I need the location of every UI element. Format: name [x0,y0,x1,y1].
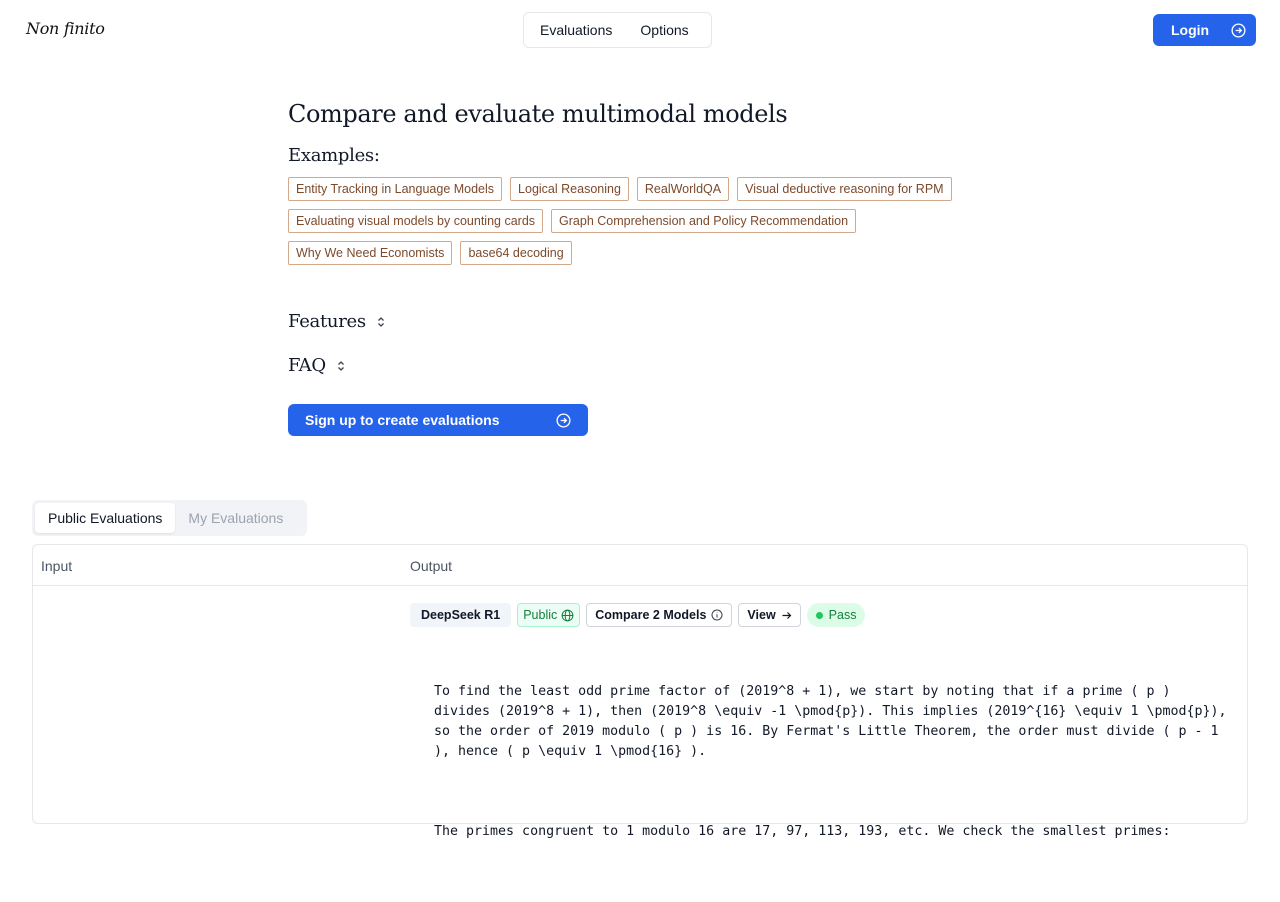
table-row [410,603,865,627]
status-label: Pass [828,608,857,622]
chevron-up-down-icon [336,359,346,373]
example-chip[interactable]: base64 decoding [460,241,571,265]
column-header-output: Output [410,558,453,574]
evaluations-table [32,544,1248,839]
model-badge: DeepSeek R1 [410,603,511,627]
example-chip[interactable]: Visual deductive reasoning for RPM [737,177,952,201]
page-title: Compare and evaluate multimodal models [288,100,788,128]
example-chip[interactable]: Entity Tracking in Language Models [288,177,502,201]
login-label: Login [1171,22,1210,38]
top-nav [523,12,712,48]
arrow-right-circle-icon [556,413,571,428]
output-paragraph: The primes congruent to 1 modulo 16 are 17, 97, 113, 193, etc. We check the smallest primes: [434,824,1171,839]
features-label: Features [288,311,366,332]
view-button[interactable] [738,603,800,627]
compare-models-button[interactable] [586,603,732,627]
examples-list [288,177,988,265]
example-chip[interactable]: Graph Comprehension and Policy Recommendation [551,209,856,233]
view-label: View [747,608,776,622]
output-paragraph: To find the least odd prime factor of (2019^8 + 1), we start by noting that if a prime ( p ) divides (2019^8 + 1), then (2019^8 \equiv -1 \pmod{p}). This implies (2019^{16} \equiv 1 \pmod{p}), so the order of 2019 modulo ( p ) is 16. By Fermat's Little Theorem, the order must divide ( p - 1 ), hence ( p \equiv 1 \pmod{16} ). [434,684,1235,759]
globe-icon [561,609,574,622]
arrow-right-circle-icon [1231,23,1246,38]
table-header [33,545,1247,586]
visibility-badge [517,603,580,627]
hero-section [288,100,1008,265]
features-toggle[interactable] [288,311,386,332]
status-badge [807,603,866,627]
example-chip[interactable]: Why We Need Economists [288,241,452,265]
status-dot-icon [816,612,823,619]
signup-button[interactable] [288,404,588,436]
column-header-input: Input [41,558,73,574]
signup-label: Sign up to create evaluations [305,412,500,428]
visibility-label: Public [523,608,558,622]
output-text [434,642,1234,902]
nav-evaluations[interactable]: Evaluations [540,22,613,38]
example-chip[interactable]: Logical Reasoning [510,177,629,201]
tab-my-evaluations[interactable]: My Evaluations [188,510,284,526]
login-button[interactable] [1153,14,1256,46]
tab-public-evaluations[interactable]: Public Evaluations [35,503,175,533]
logo[interactable]: Non finito [26,19,105,38]
info-icon [711,609,723,621]
compare-label: Compare 2 Models [595,608,707,622]
nav-options[interactable]: Options [640,22,689,38]
arrow-right-icon [781,610,792,621]
faq-label: FAQ [288,355,326,376]
examples-heading: Examples: [288,145,380,166]
example-chip[interactable]: RealWorldQA [637,177,729,201]
evaluations-tabs [32,500,307,536]
faq-toggle[interactable] [288,355,346,376]
example-chip[interactable]: Evaluating visual models by counting cards [288,209,543,233]
chevron-up-down-icon [376,315,386,329]
